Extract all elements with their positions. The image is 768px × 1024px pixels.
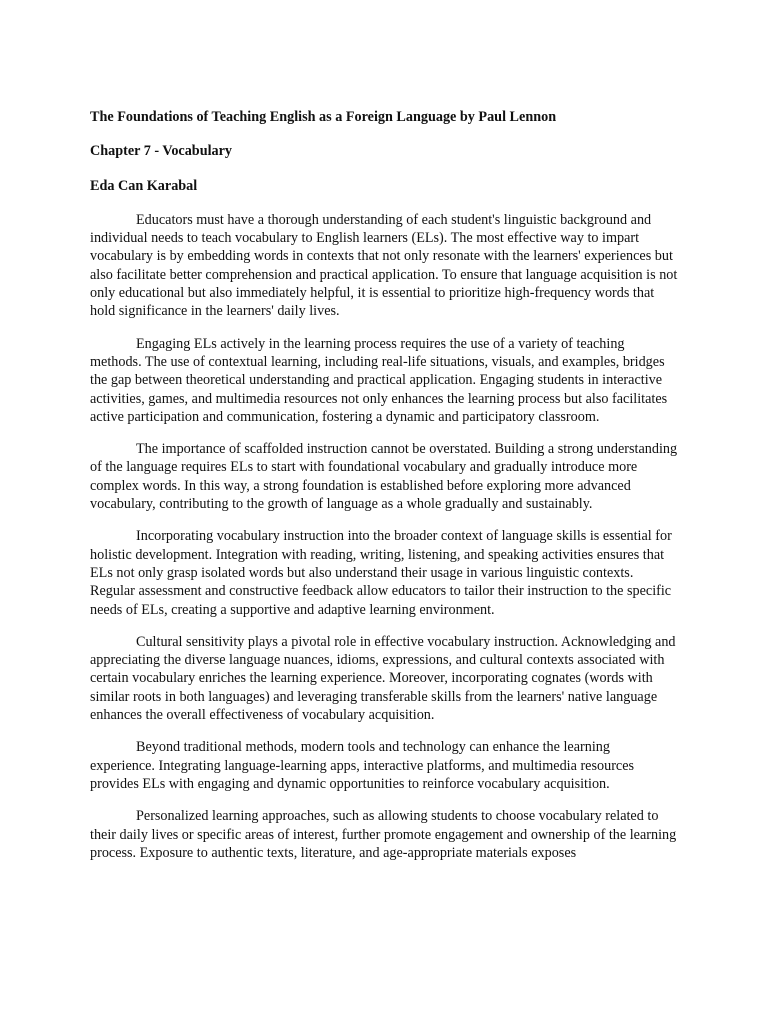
paragraph-3: The importance of scaffolded instruction cannot be overstated. Building a strong understanding of the language requires ELs to start with foundational vocabulary and gradually introduce more complex words. In this way, a strong foundation is established before exploring more advanced vocabulary, contributing to the growth of language as a whole gradually and sustainably. [90, 441, 678, 513]
paragraph-7: Personalized learning approaches, such as allowing students to choose vocabulary related to their daily lives or specific areas of interest, further promote engagement and ownership of the learning process. Exposure to authentic texts, literature, and age-appropriate materials exposes [90, 808, 677, 861]
paragraph-1: Educators must have a thorough understanding of each student's linguistic background and individual needs to teach vocabulary to English learners (ELs). The most effective way to impart vocabulary is by embedding words in contexts that not only resonate with the learners' experiences but also facilitate better comprehension and practical application. To ensure that language acquisition is not only educational but also immediately helpful, it is essential to prioritize high-frequency words that hold significance in the learners' daily lives. [90, 211, 678, 320]
paragraph-6: Beyond traditional methods, modern tools and technology can enhance the learning experience. Integrating language-learning apps, interactive platforms, and multimedia resources provides ELs with engaging and dynamic opportunities to reinforce vocabulary acquisition. [90, 739, 635, 792]
paragraph-2: Engaging ELs actively in the learning process requires the use of a variety of teaching methods. The use of contextual learning, including real-life situations, visuals, and examples, bridges the gap between theoretical understanding and practical application. Engaging students in interactive activities, games, and multimedia resources not only enhances the learning process but also facilitates active participation and communication, fostering a dynamic and participatory classroom. [90, 335, 668, 425]
chapter-heading: Chapter 7 - Vocabulary [90, 143, 233, 160]
paragraph-4: Incorporating vocabulary instruction into the broader context of language skills is essential for holistic development. Integration with reading, writing, listening, and speaking activities ensures that ELs not only grasp isolated words but also understand their usage in various linguistic contexts. Regular assessment and constructive feedback allow educators to tailor their instruction to the specific needs of ELs, creating a supportive and adaptive learning environment. [90, 528, 672, 618]
document-page [90, 108, 678, 876]
document-title: The Foundations of Teaching English as a Foreign Language by Paul Lennon [90, 109, 557, 125]
paragraph-5: Cultural sensitivity plays a pivotal role in effective vocabulary instruction. Acknowledging and appreciating the diverse language nuances, idioms, expressions, and cultural contexts associated with certain vocabulary enriches the learning experience. Moreover, incorporating cognates (words with similar roots in both languages) and leveraging transferable skills from the learners' native language enhances the overall effectiveness of vocabulary acquisition. [90, 633, 676, 724]
author-name: Eda Can Karabal [90, 177, 198, 194]
